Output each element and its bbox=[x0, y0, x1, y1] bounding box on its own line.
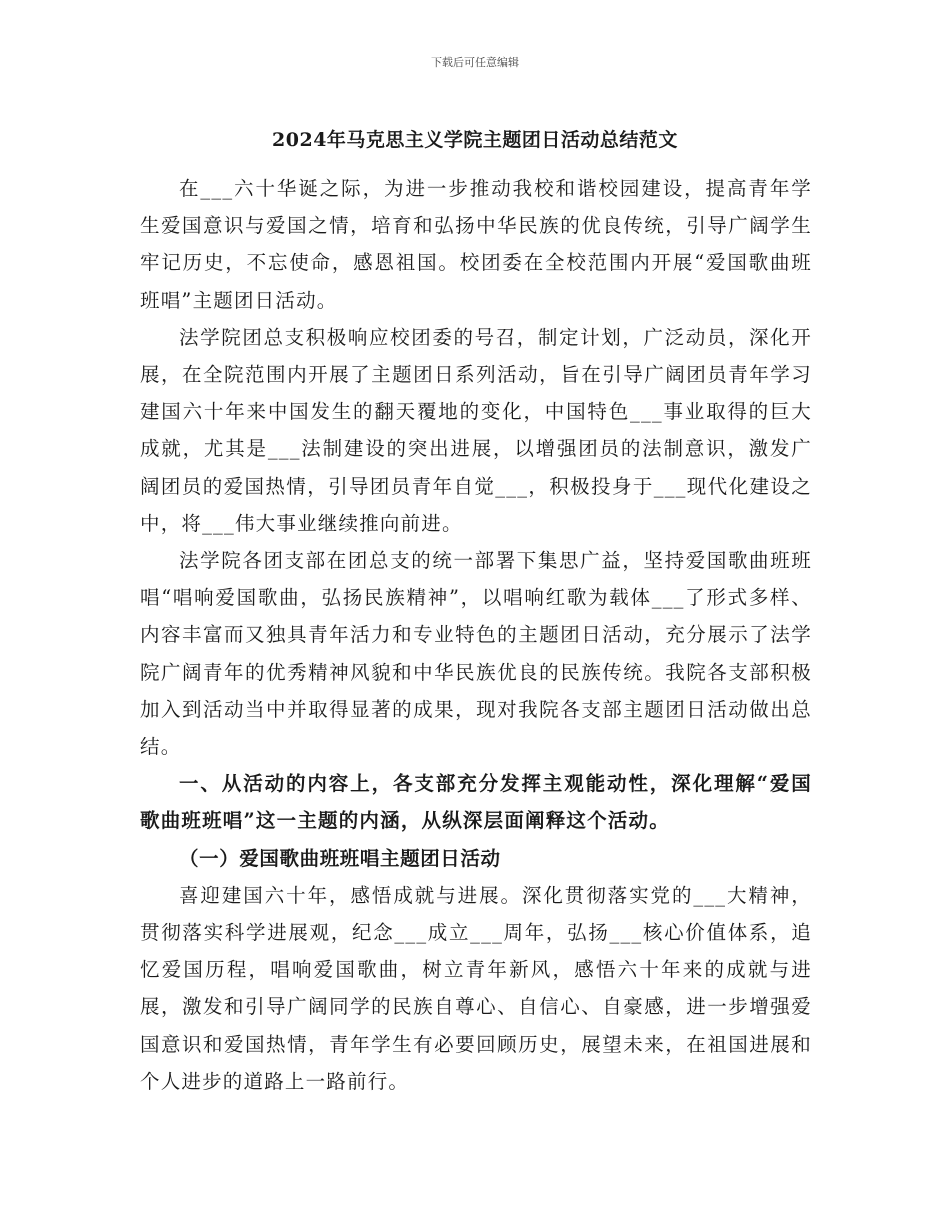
section-heading-1: 一、从活动的内容上，各支部充分发挥主观能动性，深化理解“爱国歌曲班班唱”这一主题的内涵，从纵深层面阐释这个活动。 bbox=[140, 772, 812, 833]
paragraph-branches: 法学院各团支部在团总支的统一部署下集思广益，坚持爱国歌曲班班唱“唱响爱国歌曲，弘扬民族精神”，以唱响红歌为载体___了形式多样、内容丰富而又独具青年活力和专业特色的主题团日活动，充分展示了法学院广阔青年的优秀精神风貌和中华民族优良的民族传统。我院各支部积极加入到活动当中并取得显著的成果，现对我院各支部主题团日活动做出总结。 bbox=[140, 549, 812, 759]
paragraph-intro: 在___六十华诞之际，为进一步推动我校和谐校园建设，提高青年学生爱国意识与爱国之情，培育和弘扬中华民族的优良传统，引导广阔学生牢记历史，不忘使命，感恩祖国。校团委在全校范围内开展“爱国歌曲班班唱”主题团日活动。 bbox=[140, 177, 812, 312]
document-title: 2024年马克思主义学院主题团日活动总结范文 bbox=[272, 129, 678, 151]
paragraph-celebration: 喜迎建国六十年，感悟成就与进展。深化贯彻落实党的___大精神，贯彻落实科学进展观，纪念___成立___周年，弘扬___核心价值体系，追忆爱国历程，唱响爱国歌曲，树立青年新风，感悟六十年来的成就与进展，激发和引导广阔同学的民族自尊心、自信心、自豪感，进一步增强爱国意识和爱国热情，青年学生有必要回顾历史，展望未来，在祖国进展和个人进步的道路上一路前行。 bbox=[140, 883, 812, 1093]
document-body bbox=[140, 170, 812, 1100]
paragraph-response: 法学院团总支积极响应校团委的号召，制定计划，广泛动员，深化开展，在全院范围内开展了主题团日系列活动，旨在引导广阔团员青年学习建国六十年来中国发生的翻天覆地的变化，中国特色___事业取得的巨大成就，尤其是___法制建设的突出进展，以增强团员的法制意识，激发广阔团员的爱国热情，引导团员青年自觉___，积极投身于___现代化建设之中，将___伟大事业继续推向前进。 bbox=[140, 325, 812, 535]
subsection-heading-1: （一）爱国歌曲班班唱主题团日活动 bbox=[179, 846, 501, 870]
header-note: 下载后可任意编辑 bbox=[431, 56, 519, 69]
